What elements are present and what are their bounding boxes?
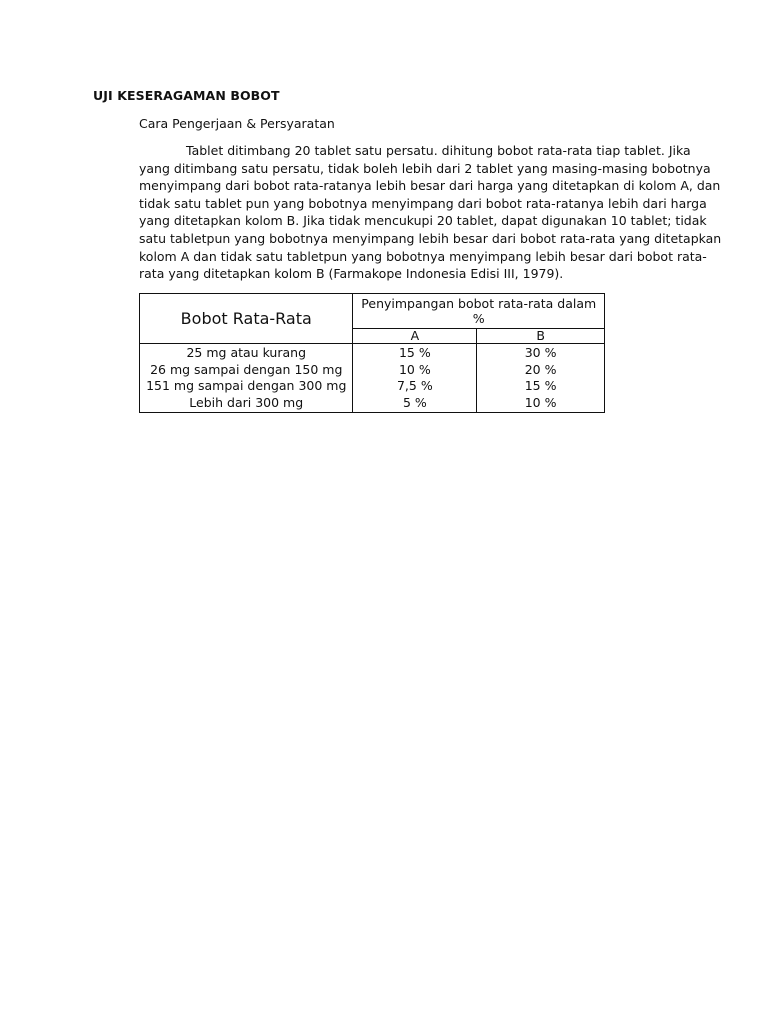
column-a-value: 7,5 % [396, 378, 433, 393]
paragraph-line: menyimpang dari bobot rata-ratanya lebih besar dari harga yang ditetapkan di kolom A, dan [139, 178, 721, 194]
header-column-a: A [353, 329, 477, 344]
header-column-b: B [477, 329, 605, 344]
bobot-value: 25 mg atau kurang [186, 345, 306, 360]
header-bobot-rata-rata: Bobot Rata-Rata [140, 294, 353, 344]
column-b-value: 30 % [524, 345, 557, 360]
column-a-cell [353, 344, 477, 413]
column-a-value: 5 % [402, 394, 427, 410]
paragraph-line: rata yang ditetapkan kolom B (Farmakope Indonesia Edisi III, 1979). [139, 266, 564, 282]
paragraph-line: tidak satu tablet pun yang bobotnya menyimpang dari bobot rata-ratanya lebih dari harga [139, 195, 707, 211]
paragraph-line: kolom A dan tidak satu tabletpun yang bobotnya menyimpang lebih besar dari bobot rata- [139, 248, 707, 264]
table-body-row [140, 344, 605, 413]
bobot-value: 151 mg sampai dengan 300 mg [146, 378, 347, 393]
column-b-value: 15 % [524, 378, 557, 393]
column-b-value: 10 % [524, 394, 557, 410]
procedure-paragraph [139, 142, 722, 283]
bobot-value: Lebih dari 300 mg [189, 394, 304, 410]
column-a-value: 10 % [398, 361, 431, 377]
section-subtitle: Cara Pengerjaan & Persyaratan [139, 116, 335, 131]
paragraph-line: Tablet ditimbang 20 tablet satu persatu. dihitung bobot rata-rata tiap tablet. Jika [186, 143, 691, 158]
weight-deviation-table [139, 293, 605, 413]
bobot-value: 26 mg sampai dengan 150 mg [150, 361, 343, 377]
column-b-cell [477, 344, 605, 413]
header-penyimpangan [353, 294, 605, 329]
column-b-value: 20 % [524, 361, 557, 377]
bobot-column-cell [140, 344, 353, 413]
paragraph-line: yang ditetapkan kolom B. Jika tidak mencukupi 20 tablet, dapat digunakan 10 tablet; tidak [139, 213, 707, 229]
header-penyimpangan-label: Penyimpangan bobot rata-rata dalam % [361, 296, 597, 326]
table-header-row [140, 294, 605, 329]
document-title: UJI KESERAGAMAN BOBOT [93, 88, 280, 103]
paragraph-line: yang ditimbang satu persatu, tidak boleh lebih dari 2 tablet yang masing-masing bobotnya [139, 160, 711, 176]
column-a-value: 15 % [398, 345, 431, 360]
paragraph-line: satu tabletpun yang bobotnya menyimpang lebih besar dari bobot rata-rata yang ditetapkan [139, 230, 722, 246]
